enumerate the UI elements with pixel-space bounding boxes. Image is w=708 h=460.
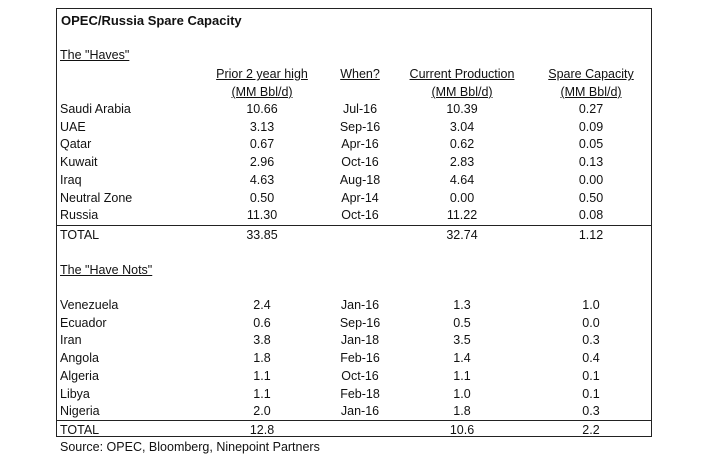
cell-when: Feb-16 [340,351,380,366]
cell-current: 4.64 [449,172,475,187]
cell-current: 11.22 [446,208,478,223]
cell-spare: 0.27 [578,102,604,116]
cell-when: Oct-16 [341,155,379,170]
total-label: TOTAL [60,423,100,437]
cell-high: 1.1 [253,386,271,401]
total-label: TOTAL [60,228,100,242]
row-country: Venezuela [60,298,119,312]
row-country: Nigeria [60,404,100,419]
total-rule [56,225,652,226]
cell-when: Jul-16 [342,102,378,116]
cell-when: Jan-16 [340,404,380,419]
cell-high: 3.13 [249,119,275,134]
cell-spare: 0.3 [582,404,600,419]
cell-when: Sep-16 [339,119,381,134]
row-country: UAE [60,119,86,134]
cell-when: Oct-16 [341,368,379,383]
section-heading: The "Have Nots" [60,263,153,277]
cell-when: Feb-18 [340,386,380,401]
cell-spare: 0.1 [582,368,600,383]
row-country: Saudi Arabia [60,102,131,116]
cell-current: 0.62 [449,137,475,152]
cell-high: 0.50 [249,190,275,205]
cell-current: 0.5 [453,315,471,330]
row-country: Algeria [60,368,99,383]
cell-high: 3.8 [253,333,271,348]
column-unit: (MM Bbl/d) [560,85,622,99]
cell-when: Apr-14 [341,190,379,205]
cell-current: 3.04 [449,119,475,134]
cell-current: 1.1 [453,368,471,383]
total-high: 33.85 [246,228,278,242]
cell-spare: 0.3 [582,333,600,348]
cell-current: 10.39 [446,102,478,116]
row-country: Kuwait [60,155,98,170]
row-country: Qatar [60,137,92,152]
cell-current: 0.00 [449,190,475,205]
total-current: 10.6 [449,423,475,437]
cell-high: 2.96 [249,155,275,170]
column-unit: (MM Bbl/d) [231,85,293,99]
cell-high: 2.4 [253,298,271,312]
column-unit: (MM Bbl/d) [431,85,493,99]
cell-current: 1.0 [453,386,471,401]
row-country: Russia [60,208,99,223]
cell-spare: 0.13 [578,155,604,170]
section-heading: The "Haves" [60,48,130,62]
cell-spare: 0.00 [578,172,604,187]
total-spare: 1.12 [578,228,604,242]
cell-current: 1.4 [453,351,471,366]
column-header: Prior 2 year high [216,67,308,81]
row-country: Iran [60,333,82,348]
cell-spare: 0.1 [582,386,600,401]
cell-when: Apr-16 [341,137,379,152]
cell-high: 11.30 [246,208,278,223]
total-rule [56,420,652,421]
row-country: Neutral Zone [60,190,133,205]
source-note: Source: OPEC, Bloomberg, Ninepoint Partners [60,440,320,454]
cell-spare: 0.05 [578,137,604,152]
cell-when: Oct-16 [341,208,379,223]
cell-high: 0.6 [253,315,271,330]
cell-high: 2.0 [253,404,271,419]
cell-spare: 1.0 [582,298,600,312]
cell-high: 10.66 [246,102,278,116]
cell-spare: 0.0 [582,315,600,330]
column-header: Spare Capacity [548,67,634,81]
cell-current: 1.3 [453,298,471,312]
row-country: Libya [60,386,90,401]
cell-when: Sep-16 [339,315,381,330]
cell-spare: 0.4 [582,351,600,366]
row-country: Ecuador [60,315,107,330]
cell-high: 1.1 [253,368,271,383]
cell-high: 0.67 [249,137,275,152]
cell-when: Jan-18 [340,333,380,348]
cell-current: 1.8 [453,404,471,419]
cell-when: Jan-16 [340,298,380,312]
row-country: Angola [60,351,99,366]
column-header: When? [340,67,380,81]
cell-spare: 0.50 [578,190,604,205]
total-high: 12.8 [249,423,275,437]
cell-current: 3.5 [453,333,471,348]
cell-high: 4.63 [249,172,275,187]
column-header: Current Production [409,67,515,81]
cell-spare: 0.09 [578,119,604,134]
cell-high: 1.8 [253,351,271,366]
cell-current: 2.83 [449,155,475,170]
cell-spare: 0.08 [578,208,604,223]
cell-when: Aug-18 [339,172,381,187]
total-spare: 2.2 [582,423,600,437]
table-title: OPEC/Russia Spare Capacity [61,13,242,28]
total-current: 32.74 [446,228,478,242]
row-country: Iraq [60,172,82,187]
